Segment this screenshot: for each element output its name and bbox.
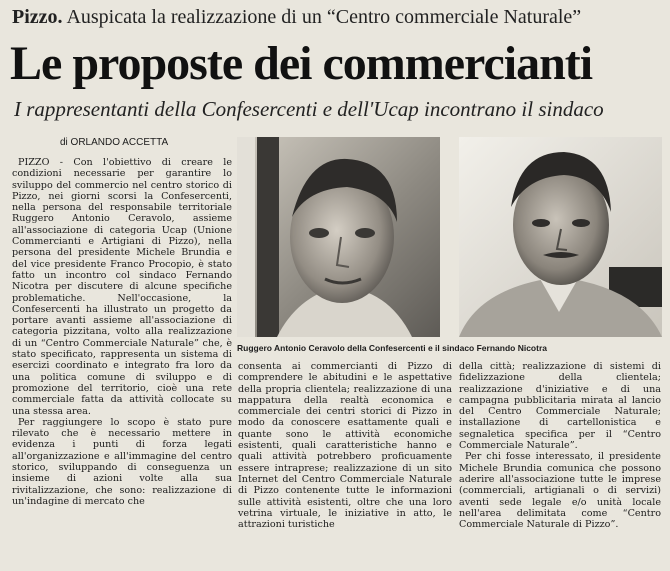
kicker	[12, 5, 662, 29]
paragraph: Per raggiungere lo scopo è stato pure rilevato che è necessario mettere in evidenza i punti di forza legati all'organizzazione e all'immagine del centro storico, sviluppando di conseguenza un insieme di azioni volte alla sua rivitalizzazione, che sono: realizzazione di un'indagine di mercato che	[12, 416, 232, 507]
paragraph: della città; realizzazione di sistemi di fidelizzazione della clientela; realizzazione d'iniziative e di una campagna pubblicitaria mirata al lancio del Centro Commerciale Naturale; installazione di cartellonistica e segnaletica specifica per il “Centro Commerciale Naturale”.	[459, 361, 661, 452]
byline: di ORLANDO ACCETTA	[60, 137, 169, 148]
article-column-1	[12, 157, 232, 507]
headline: Le proposte dei commercianti	[10, 37, 593, 90]
kicker-text: Auspicata la realizzazione di un “Centro commerciale Naturale”	[66, 6, 582, 28]
article-column-3	[459, 361, 661, 530]
portrait-illustration	[237, 137, 440, 337]
article-column-2	[238, 361, 452, 530]
subhead: I rappresentanti della Confesercenti e dell'Ucap incontrano il sindaco	[14, 97, 604, 121]
photo-caption: Ruggero Antonio Ceravolo della Confesercenti e il sindaco Fernando Nicotra	[237, 343, 547, 353]
portrait-illustration	[459, 137, 662, 337]
kicker-place: Pizzo.	[12, 6, 63, 28]
paragraph: Per chi fosse interessato, il presidente Michele Brundia comunica che possono aderire all'associazione tutte le imprese (commerciali, artigianali o di servizi) aventi sede legale e/o unità locale nell'area delimitata come “Centro Commerciale Naturale di Pizzo”.	[459, 451, 661, 531]
paragraph: PIZZO - Con l'obiettivo di creare le condizioni necessarie per garantire lo sviluppo del commercio nel centro storico di Pizzo, nei giorni scorsi la Confesercenti, nella persona del responsabile territoriale Ruggero Antonio Ceravolo, assieme all'associazione di categoria Ucap (Unione Commercianti e Artigiani di Pizzo), nella persona del presidente Michele Brundia e del vice presidente Franco Procopio, è stato fatto un incontro col sindaco Fernando Nicotra per discutere di alcune specifiche problematiche. Nell'occasione, la Confesercenti ha illustrato un progetto da portare avanti assieme all'associazione di categoria pizzitana, volto alla realizzazione di un “Centro Commerciale Naturale” che, è stato specificato, rappresenta un sistema di esercizi coordinato e integrato fra loro da una politica comune di sviluppo e di promozione del territorio, cioè una rete commerciale fatta da attività collocate su una stessa area.	[12, 157, 232, 417]
photo-ceravolo	[237, 137, 440, 337]
paragraph: consenta ai commercianti di Pizzo di comprendere le abitudini e le aspettative della propria clientela; realizzazione di una mappatura della realtà economica e commerciale dei centri storici di Pizzo in modo da conoscere esattamente quali e quante sono le attività economiche esistenti, quali caratteristiche hanno e quali attività potrebbero proficuamente essere intraprese; realizzazione di un sito Internet del Centro Commerciale Naturale di Pizzo contenente tutte le informazioni sulle attività esistenti, oltre che una loro vetrina virtuale, le iniziative in atto, le attrazioni turistiche	[238, 361, 452, 531]
photo-nicotra	[459, 137, 662, 337]
